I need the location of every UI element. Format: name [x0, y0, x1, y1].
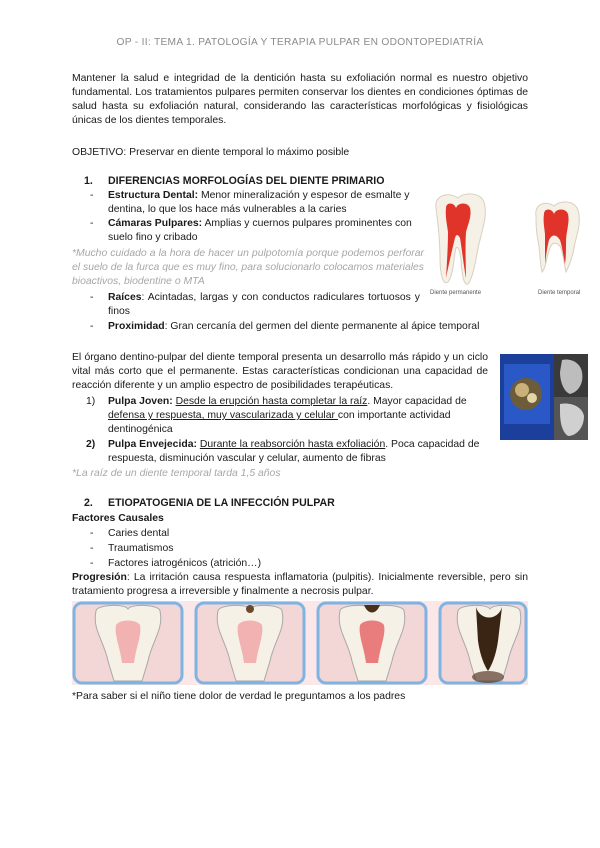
caption-permanent: Diente permanente: [430, 290, 482, 296]
section1-number: 1.: [84, 175, 93, 187]
list-item-proximity: - Proximidad: Gran cercanía del germen del diente permanente al ápice temporal: [90, 321, 480, 332]
tooth-comparison-illustration: [428, 188, 598, 298]
section2-heading: [84, 496, 504, 510]
caries-progression-figure: [72, 601, 528, 685]
stage-2-tooth-icon: [196, 603, 304, 683]
section2-title: ETIOPATOGENIA DE LA INFECCIÓN PULPAR: [108, 497, 335, 509]
clinical-photo-illustration: [500, 354, 588, 440]
tooth-comparison-figure: [428, 188, 598, 298]
intro-paragraph: Mantener la salud e integridad de la dentición hasta su exfoliación normal es nuestro objetivo fundamental. Los tratamientos pulpares permiten conservar los dientes en condiciones óptimas de salud hasta su exfoliación natural, considerando las características morfológicas y fisiológicas únicas de los dientes temporales.: [72, 73, 528, 126]
temporary-tooth-icon: [536, 202, 580, 272]
stage-4-tooth-icon: [440, 603, 526, 683]
progression-paragraph: Progresión: La irritación causa respuesta inflamatoria (pulpitis). Inicialmente reversible, pero sin tratamiento progresa a irreversible y finalmente a necrosis pulpar.: [72, 572, 528, 597]
dentin-pulp-paragraph: El órgano dentino-pulpar del diente temporal presenta un desarrollo más rápido y un ciclo vital más corto que el permanente. Estas características condicionan una capacidad de reacción diferente y un amplio espectro de posibilidades terapéuticas.: [72, 352, 488, 391]
section1-heading: [84, 174, 504, 188]
list-item-pulp-chambers: - Cámaras Pulpares: Amplias y cuernos pulpares prominentes con suelo fino y cribado: [90, 218, 412, 243]
list-item-aged-pulp: 2) Pulpa Envejecida: Durante la reabsorción hasta exfoliación. Poca capacidad de respuesta, disminución vascular y celular, aumento de fibras: [86, 439, 480, 464]
list-item-roots: - Raíces: Acintadas, largas y con conductos radiculares tortuosos y finos: [90, 292, 420, 317]
final-note: *Para saber si el niño tiene dolor de verdad le preguntamos a los padres: [72, 691, 406, 702]
page-header: OP - II: TEMA 1. PATOLOGÍA Y TERAPIA PULPAR EN ODONTOPEDIATRÍA: [116, 37, 484, 48]
list-item-young-pulp: 1) Pulpa Joven: Desde la erupción hasta completar la raíz. Mayor capacidad de defensa y respuesta, muy vascularizada y celular con importante actividad dentinogénica: [86, 396, 467, 435]
stage-1-tooth-icon: [74, 603, 182, 683]
caries-progression-illustration: [72, 601, 528, 685]
factor-item: - Factores iatrogénicos (atrición…): [90, 558, 262, 569]
factor-item: - Traumatismos: [90, 543, 174, 554]
clinical-photo-figure: [500, 354, 588, 440]
factor-item: - Caries dental: [90, 528, 170, 539]
objective-text: OBJETIVO: Preservar en diente temporal lo máximo posible: [72, 147, 350, 158]
permanent-tooth-icon: [436, 194, 485, 284]
list-item-structure: - Estructura Dental: Menor mineralización y espesor de esmalte y dentina, lo que los hace más vulnerables a la caries: [90, 190, 410, 215]
section2-number: 2.: [84, 497, 93, 509]
furca-note: *Mucho cuidado a la hora de hacer un pulpotomía porque podemos perforar el suelo de la furca que es muy fino, para solucionarlo colocamos materiales bioactivos, biodentine o MTA: [72, 248, 424, 287]
section1-title: DIFERENCIAS MORFOLOGÍAS DEL DIENTE PRIMARIO: [108, 175, 385, 187]
stage-3-tooth-icon: [318, 603, 426, 683]
root-time-note: *La raíz de un diente temporal tarda 1,5 años: [72, 468, 281, 479]
caption-temporary: Diente temporal: [538, 290, 581, 296]
factors-title: Factores Causales: [72, 513, 164, 524]
